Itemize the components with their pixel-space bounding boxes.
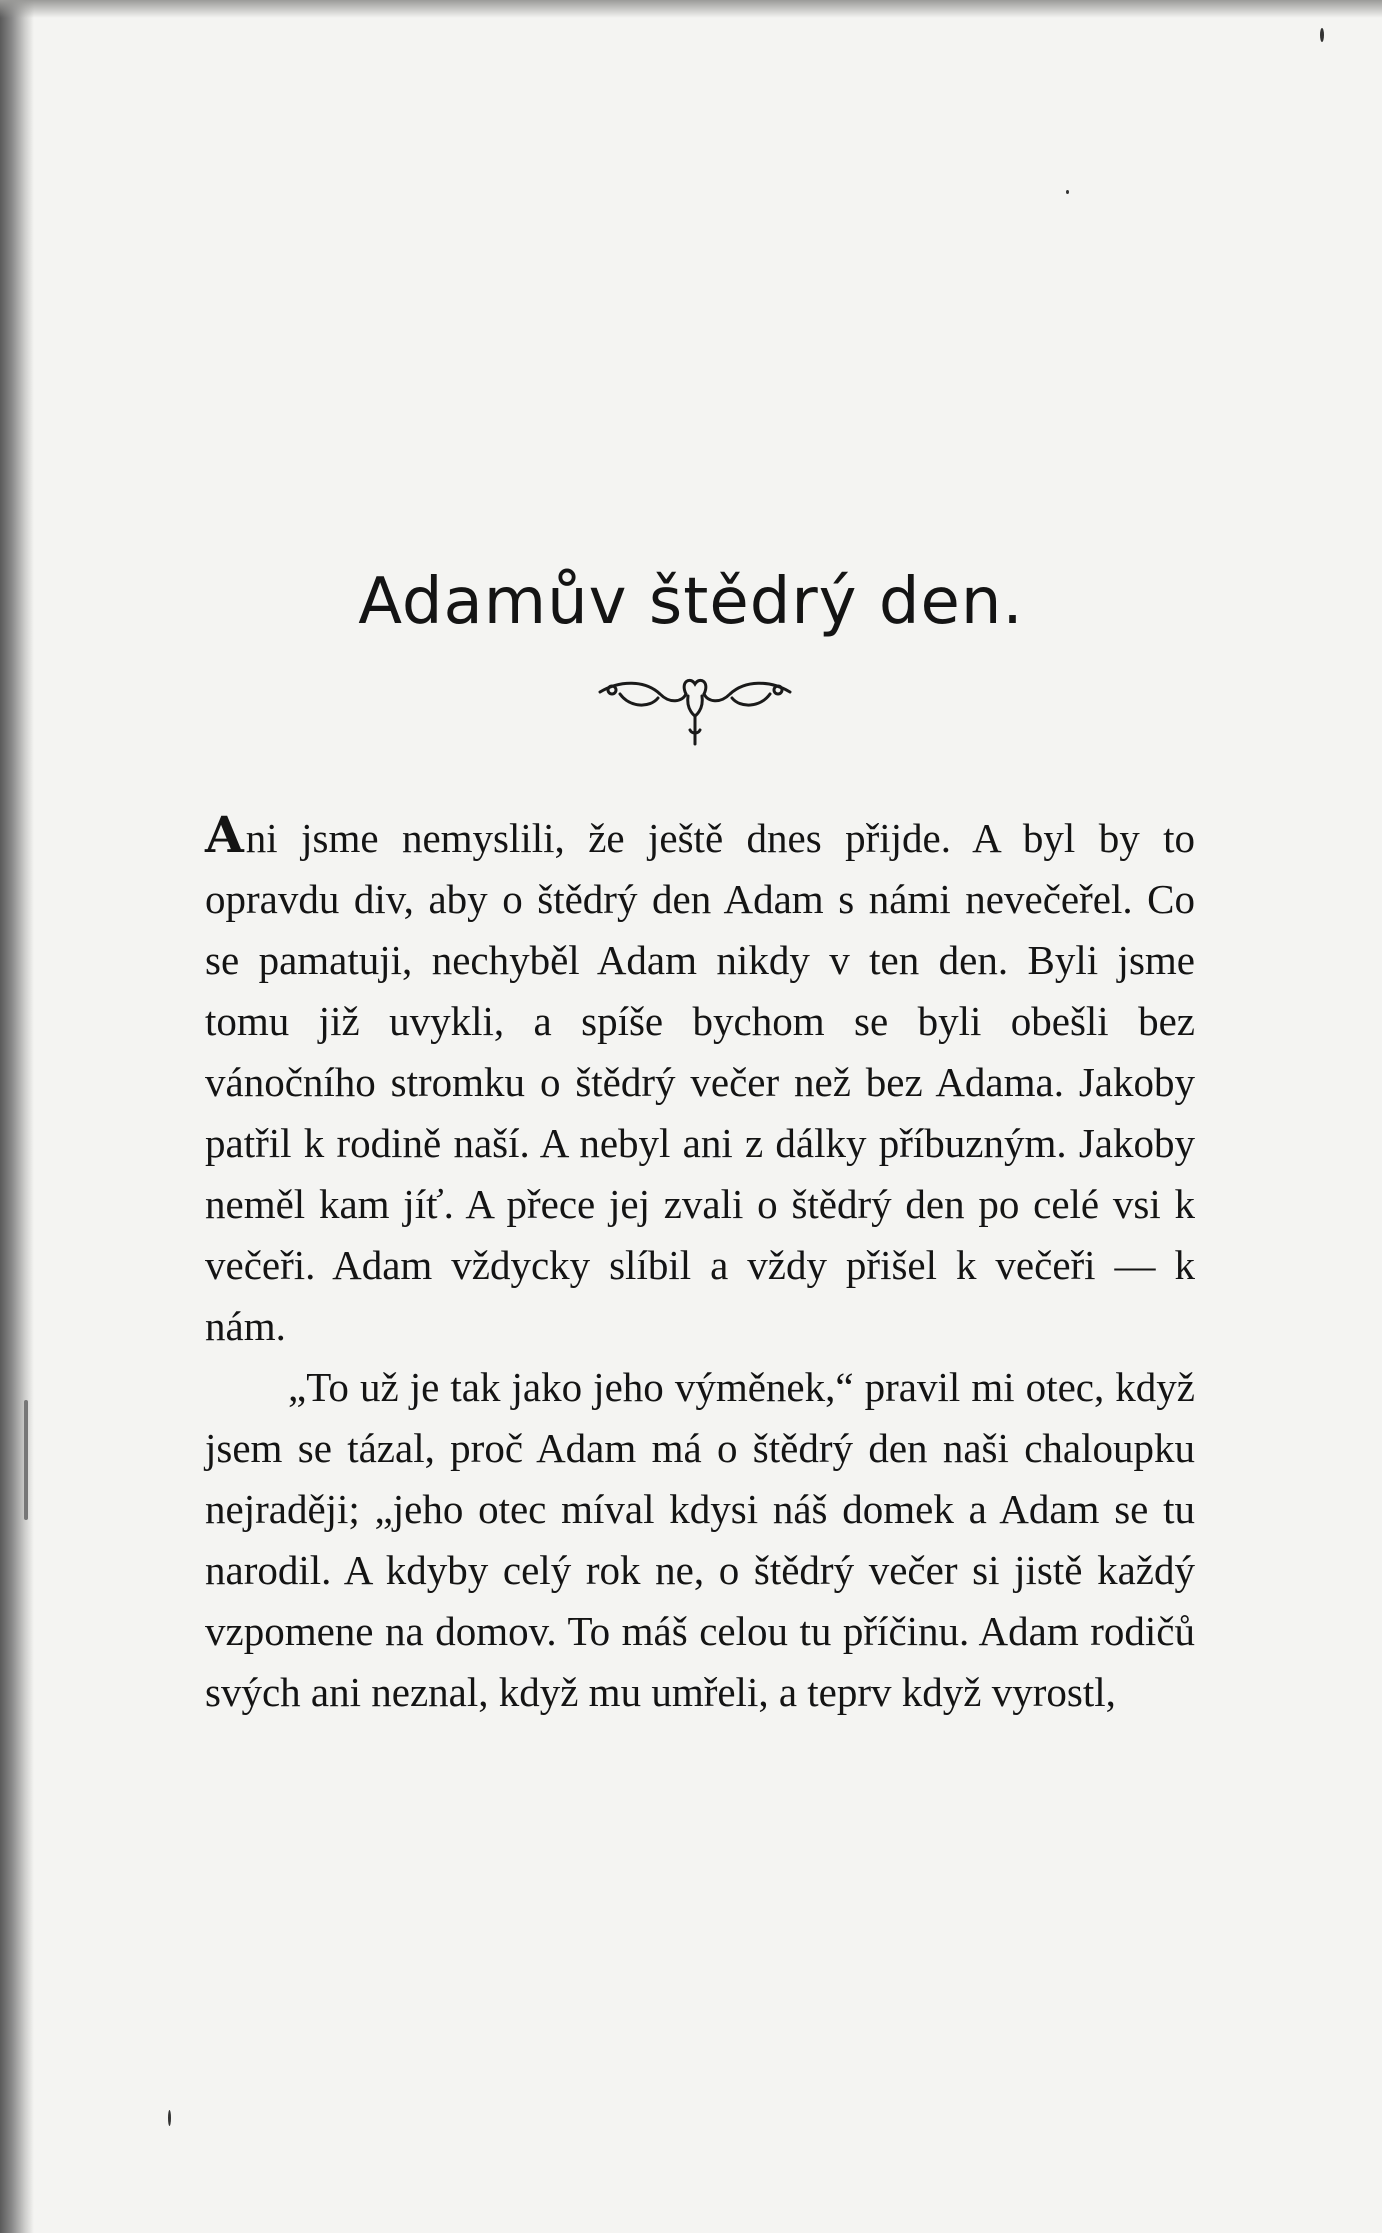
drop-cap: A <box>205 805 244 864</box>
chapter-title: Adamův štědrý den. <box>358 565 1024 639</box>
body-text <box>205 805 1195 1723</box>
scan-speck <box>168 2110 171 2126</box>
scan-speck <box>1320 28 1324 42</box>
paragraph <box>205 805 1195 1357</box>
decorative-flourish-icon <box>590 672 800 752</box>
paragraph-text: ni jsme nemyslili, že ještě dnes přijde. A byl by to opravdu div, aby o štědrý den Adam s námi nevečeřel. Co se pamatuji, nechyběl Adam nikdy v ten den. Byli jsme tomu již uvykli, a spíše bychom se byli obešli bez vánočního stromku o štědrý večer než bez Adama. Jakoby patřil k rodině naší. A nebyl ani z dálky příbuzným. Jakoby neměl kam jíť. A přece jej zvali o štědrý den po celé vsi k večeři. Adam vždycky slíbil a vždy přišel k večeři — k nám. <box>205 815 1195 1349</box>
scan-speck <box>24 1400 28 1520</box>
paragraph: „To už je tak jako jeho výměnek,“ pravil mi otec, když jsem se tázal, proč Adam má o štědrý den naši chaloupku nejraději; „jeho otec míval kdysi náš domek a Adam se tu narodil. A kdyby celý rok ne, o štědrý večer si jistě každý vzpomene na domov. To máš celou tu příčinu. Adam rodičů svých ani neznal, když mu umřeli, a teprv když vyrostl, <box>205 1364 1195 1715</box>
scan-speck <box>1066 190 1069 194</box>
